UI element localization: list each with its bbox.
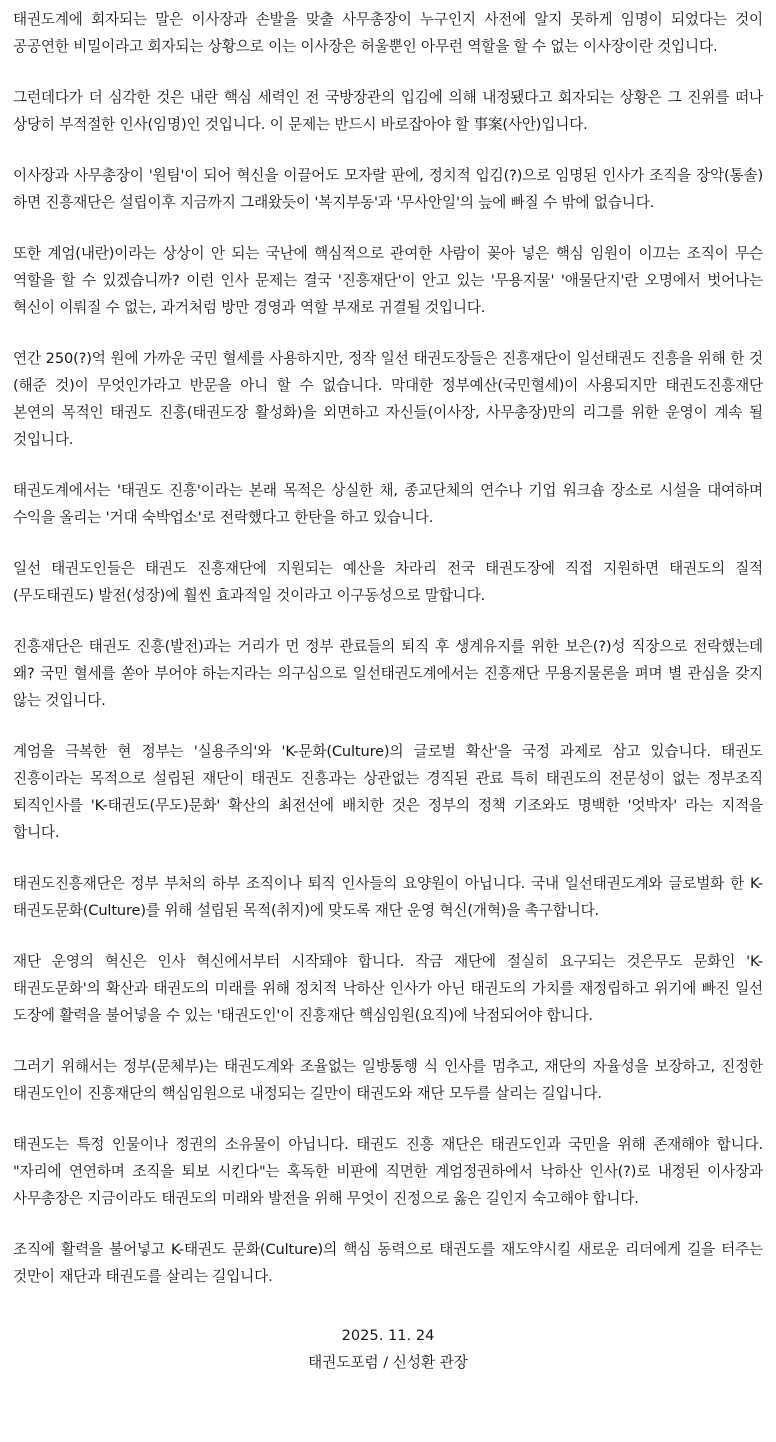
paragraph: 재단 운영의 혁신은 인사 혁신에서부터 시작돼야 합니다. 작금 재단에 절실히 요구되는 것은무도 문화인 'K-태권도문화'의 확산과 태권도의 미래를 위해 정치적 낙하산 인사가 아닌 태권도의 가치를 재정립하고 위기에 빠진 일선 도장에 활력을 불어넣을 수 있는 '태권도인'이 진흥재단 핵심임원(요직)에 낙점되어야 합니다. (13, 953, 763, 1024)
paragraph: 그런데다가 더 심각한 것은 내란 핵심 세력인 전 국방장관의 입김에 의해 내정됐다고 회자되는 상황은 그 진위를 떠나 상당히 부적절한 인사(임명)인 것입니다. 이 문제는 반드시 바로잡아야 할 事案(사안)입니다. (13, 89, 763, 133)
paragraph: 진흥재단은 태권도 진흥(발전)과는 거리가 먼 정부 관료들의 퇴직 후 생계유지를 위한 보은(?)성 직장으로 전락했는데 왜? 국민 혈세를 쏟아 부어야 하는지라는 의구심으로 일선태권도계에서는 진흥재단 무용지물론을 펴며 별 관심을 갖지 않는 것입니다. (13, 638, 763, 709)
date-line: 2025. 11. 24 (341, 1327, 435, 1344)
paragraph: 태권도는 특정 인물이나 정권의 소유물이 아닙니다. 태권도 진흥 재단은 태권도인과 국민을 위해 존재해야 합니다. "자리에 연연하며 조직을 퇴보 시킨다"는 혹독한 비판에 직면한 계엄정권하에서 낙하산 인사(?)로 내정된 이사장과 사무총장은 지금이라도 태권도의 미래와 발전을 위해 무엇이 진정으로 옳은 길인지 숙고해야 합니다. (13, 1136, 763, 1207)
paragraph: 조직에 활력을 불어넣고 K-태권도 문화(Culture)의 핵심 동력으로 태권도를 재도약시킬 새로운 리더에게 길을 터주는 것만이 재단과 태권도를 살리는 길입니다. (13, 1241, 763, 1285)
paragraph: 이사장과 사무총장이 '원팀'이 되어 혁신을 이끌어도 모자랄 판에, 정치적 입김(?)으로 임명된 인사가 조직을 장악(통솔)하면 진흥재단은 설립이후 지금까지 그래왔듯이 '복지부동'과 '무사안일'의 늪에 빠질 수 밖에 없습니다. (13, 167, 763, 211)
paragraph: 태권도진흥재단은 정부 부처의 하부 조직이나 퇴직 인사들의 요양원이 아닙니다. 국내 일선태권도계와 글로벌화 한 K-태권도문화(Culture)를 위해 설립된 목적(취지)에 맞도록 재단 운영 혁신(개혁)을 촉구합니다. (13, 875, 763, 919)
paragraph: 일선 태권도인들은 태권도 진흥재단에 지원되는 예산을 차라리 전국 태권도장에 직접 지원하면 태권도의 질적(무도태권도) 발전(성장)에 훨씬 효과적일 것이라고 이구동성으로 말합니다. (13, 560, 763, 604)
paragraph: 태권도계에서는 '태권도 진흥'이라는 본래 목적은 상실한 채, 종교단체의 연수나 기업 워크숍 장소로 시설을 대여하며 수익을 올리는 '거대 숙박업소'로 전락했다고 한탄을 하고 있습니다. (13, 482, 763, 526)
author-line: 태권도포럼 / 신성환 관장 (308, 1354, 468, 1371)
paragraph: 또한 계엄(내란)이라는 상상이 안 되는 국난에 핵심적으로 관여한 사람이 꽂아 넣은 핵심 임원이 이끄는 조직이 무슨 역할을 할 수 있겠습니까? 이런 인사 문제는 결국 '진흥재단'이 안고 있는 '무용지물' '애물단지'란 오명에서 벗어나는 혁신이 이뤄질 수 없는, 과거처럼 방만 경영과 역할 부재로 귀결될 것입니다. (13, 245, 763, 316)
signature-block (13, 1322, 763, 1376)
paragraph: 그러기 위해서는 정부(문체부)는 태권도계와 조율없는 일방통행 식 인사를 멈추고, 재단의 자율성을 보장하고, 진정한 태권도인이 진흥재단의 핵심임원으로 내정되는 길만이 태권도와 재단 모두를 살리는 길입니다. (13, 1058, 763, 1102)
article-body (13, 6, 763, 1376)
paragraph: 태권도계에 회자되는 말은 이사장과 손발을 맞출 사무총장이 누구인지 사전에 알지 못하게 임명이 되었다는 것이 공공연한 비밀이라고 회자되는 상황으로 이는 이사장은 허울뿐인 아무런 역할을 할 수 없는 이사장이란 것입니다. (13, 11, 763, 55)
paragraph: 연간 250(?)억 원에 가까운 국민 혈세를 사용하지만, 정작 일선 태권도장들은 진흥재단이 일선태권도 진흥을 위해 한 것(해준 것)이 무엇인가라고 반문을 아니 할 수 없습니다. 막대한 정부예산(국민혈세)이 사용되지만 태권도진흥재단 본연의 목적인 태권도 진흥(태권도장 활성화)을 외면하고 자신들(이사장, 사무총장)만의 리그를 위한 운영이 계속 될 것입니다. (13, 350, 763, 448)
paragraph: 계엄을 극복한 현 정부는 '실용주의'와 'K-문화(Culture)의 글로벌 확산'을 국정 과제로 삼고 있습니다. 태권도 진흥이라는 목적으로 설립된 재단이 태권도 진흥과는 상관없는 경직된 관료 특히 태권도의 전문성이 없는 정부조직 퇴직인사를 'K-태권도(무도)문화' 확산의 최전선에 배치한 것은 정부의 정책 기조와도 명백한 '엇박자' 라는 지적을 합니다. (13, 743, 763, 841)
